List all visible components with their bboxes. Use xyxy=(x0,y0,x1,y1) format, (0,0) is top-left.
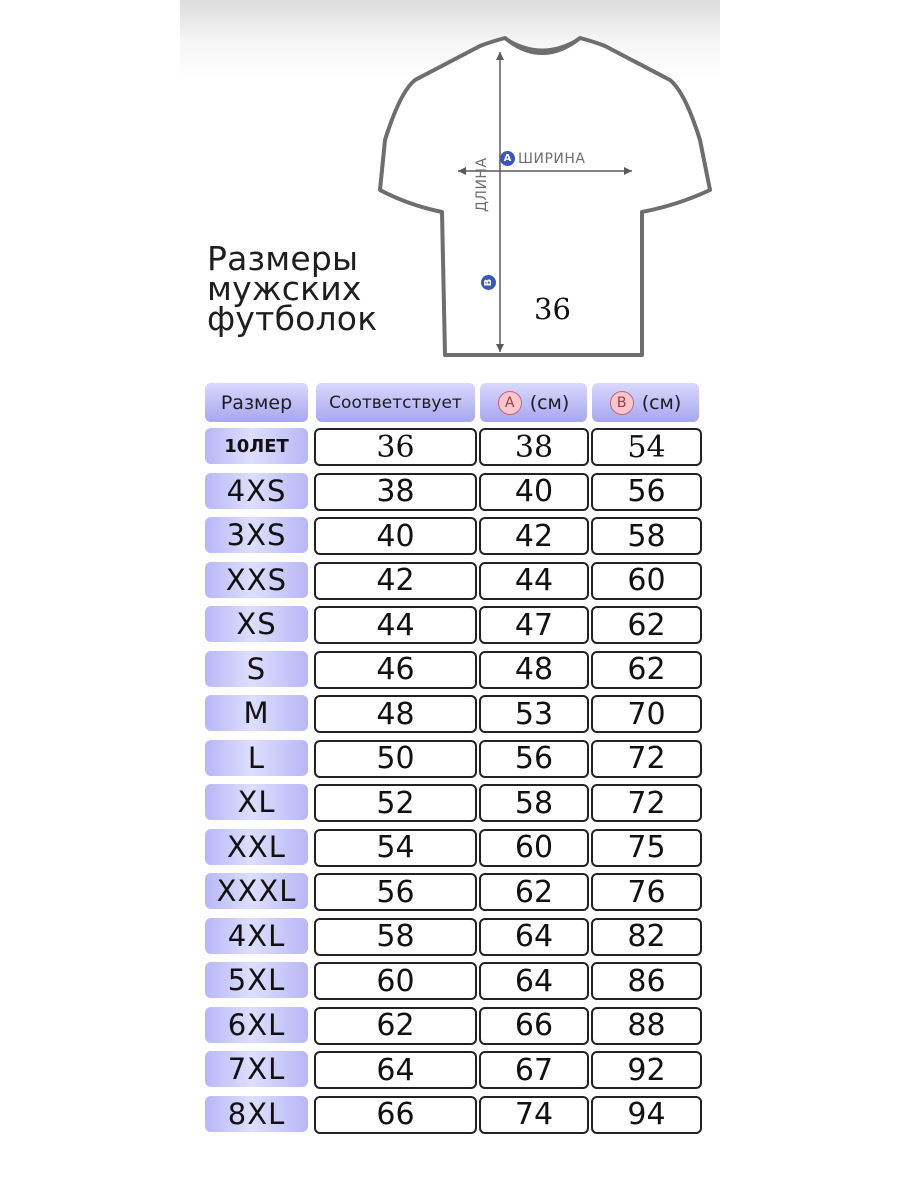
size-cell: M xyxy=(205,695,308,731)
title-line-2: мужских xyxy=(207,269,362,308)
equivalent-cell: 52 xyxy=(314,784,477,822)
equivalent-cell: 66 xyxy=(314,1096,477,1134)
length-b-cell: 72 xyxy=(591,740,702,778)
table-row xyxy=(0,428,900,466)
equivalent-cell: 50 xyxy=(314,740,477,778)
size-cell: 10ЛЕТ xyxy=(205,428,308,464)
width-a-cell: 53 xyxy=(479,695,589,733)
table-row xyxy=(0,695,900,733)
table-row xyxy=(0,1007,900,1045)
equivalent-cell: 62 xyxy=(314,1007,477,1045)
width-a-cell: 74 xyxy=(479,1096,589,1134)
equivalent-cell: 64 xyxy=(314,1051,477,1089)
table-row xyxy=(0,962,900,1000)
equivalent-cell: 38 xyxy=(314,473,477,511)
width-a-cell: 56 xyxy=(479,740,589,778)
length-b-cell: 92 xyxy=(591,1051,702,1089)
width-a-cell: 42 xyxy=(479,517,589,555)
width-a-cell: 64 xyxy=(479,918,589,956)
table-row xyxy=(0,473,900,511)
table-row xyxy=(0,829,900,867)
length-b-cell: 60 xyxy=(591,562,702,600)
table-row xyxy=(0,1051,900,1089)
header-width-a xyxy=(480,383,587,422)
length-b-cell: 88 xyxy=(591,1007,702,1045)
width-letter-badge: A xyxy=(500,151,515,166)
table-row xyxy=(0,873,900,911)
header-equivalent: Соответствует xyxy=(316,383,475,422)
width-a-cell: 44 xyxy=(479,562,589,600)
table-row xyxy=(0,606,900,644)
size-cell: 6XL xyxy=(205,1007,308,1043)
size-cell: 8XL xyxy=(205,1096,308,1132)
table-row xyxy=(0,784,900,822)
size-cell: 4XS xyxy=(205,473,308,509)
size-cell: 7XL xyxy=(205,1051,308,1087)
length-b-cell: 86 xyxy=(591,962,702,1000)
title-line-1: Размеры xyxy=(207,239,359,278)
length-b-cell: 54 xyxy=(591,428,702,466)
table-row xyxy=(0,1096,900,1134)
size-cell: L xyxy=(205,740,308,776)
length-label: ДЛИНА xyxy=(474,157,490,212)
table-row xyxy=(0,740,900,778)
equivalent-cell: 46 xyxy=(314,651,477,689)
size-cell: XL xyxy=(205,784,308,820)
width-a-cell: 64 xyxy=(479,962,589,1000)
size-cell: 5XL xyxy=(205,962,308,998)
table-row xyxy=(0,517,900,555)
header-a-unit: (см) xyxy=(529,391,570,414)
width-a-cell: 62 xyxy=(479,873,589,911)
width-a-cell: 67 xyxy=(479,1051,589,1089)
length-letter-badge: B xyxy=(481,275,496,290)
length-b-cell: 62 xyxy=(591,651,702,689)
width-a-cell: 58 xyxy=(479,784,589,822)
length-b-cell: 72 xyxy=(591,784,702,822)
title-line-3: футболок xyxy=(207,299,378,338)
table-row xyxy=(0,562,900,600)
size-cell: XXS xyxy=(205,562,308,598)
length-b-cell: 56 xyxy=(591,473,702,511)
length-b-cell: 82 xyxy=(591,918,702,956)
size-cell: XXL xyxy=(205,829,308,865)
size-cell: 4XL xyxy=(205,918,308,954)
equivalent-cell: 36 xyxy=(314,428,477,466)
length-b-cell: 94 xyxy=(591,1096,702,1134)
width-a-cell: 48 xyxy=(479,651,589,689)
table-row xyxy=(0,918,900,956)
size-cell: S xyxy=(205,651,308,687)
length-b-cell: 58 xyxy=(591,517,702,555)
size-cell: 3XS xyxy=(205,517,308,553)
length-b-cell: 62 xyxy=(591,606,702,644)
header-size: Размер xyxy=(205,383,308,422)
length-b-cell: 70 xyxy=(591,695,702,733)
width-label: ШИРИНА xyxy=(518,151,586,167)
a-letter-icon: A xyxy=(498,391,522,415)
equivalent-cell: 58 xyxy=(314,918,477,956)
equivalent-cell: 42 xyxy=(314,562,477,600)
size-cell: XXXL xyxy=(205,873,308,909)
table-row xyxy=(0,651,900,689)
width-a-cell: 66 xyxy=(479,1007,589,1045)
shirt-size-label: 36 xyxy=(534,292,571,326)
equivalent-cell: 56 xyxy=(314,873,477,911)
width-a-cell: 47 xyxy=(479,606,589,644)
size-cell: XS xyxy=(205,606,308,642)
equivalent-cell: 54 xyxy=(314,829,477,867)
equivalent-cell: 44 xyxy=(314,606,477,644)
header-length-b xyxy=(592,383,699,422)
b-letter-icon: B xyxy=(610,391,634,415)
width-a-cell: 60 xyxy=(479,829,589,867)
equivalent-cell: 40 xyxy=(314,517,477,555)
length-b-cell: 75 xyxy=(591,829,702,867)
equivalent-cell: 60 xyxy=(314,962,477,1000)
width-a-cell: 38 xyxy=(479,428,589,466)
width-a-cell: 40 xyxy=(479,473,589,511)
length-b-cell: 76 xyxy=(591,873,702,911)
equivalent-cell: 48 xyxy=(314,695,477,733)
header-b-unit: (см) xyxy=(641,391,682,414)
